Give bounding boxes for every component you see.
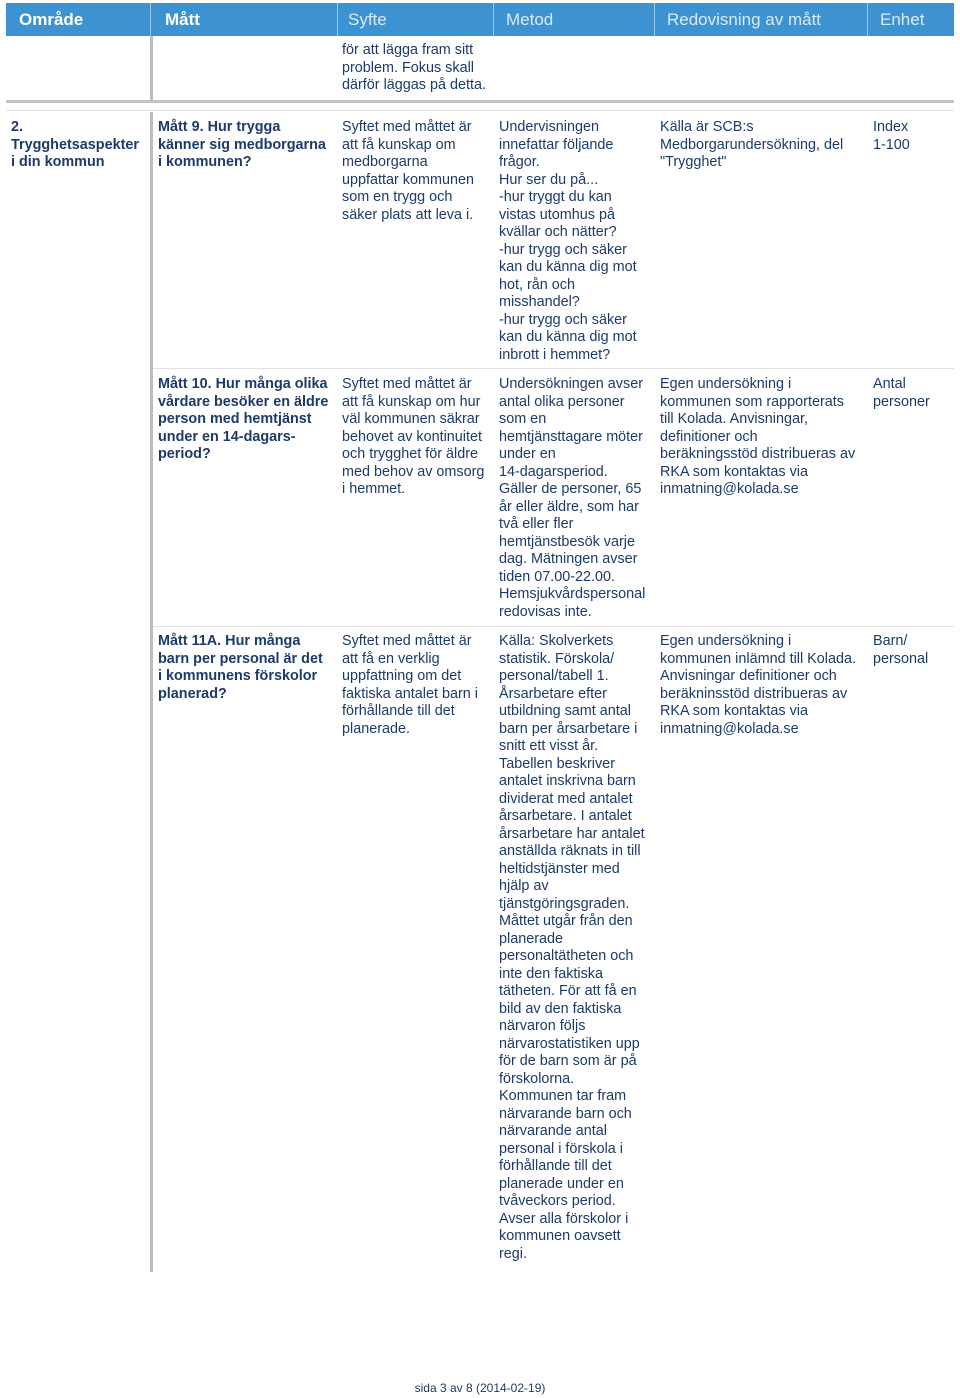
header-syfte: Syfte: [338, 3, 494, 36]
column-divider-top: [150, 36, 153, 101]
row-3-enhet: Barn/ personal: [873, 633, 929, 667]
header-enhet: Enhet: [880, 10, 925, 29]
page-footer: sida 3 av 8 (2014-02-19): [414, 1381, 546, 1395]
row-1-metod: Undervisningen innefattar följande frågor. Hur ser du på... -hur tryggt du kan vistas utomhus på kvällar och nätter? -hur trygg och säker kan du känna dig mot hot, rån och misshandel? -hur trygg och säker kan du känna dig mot inbrott i hemmet?: [499, 119, 637, 363]
header-redovisning: Redovisning av mått: [655, 3, 868, 36]
row-2-metod: Undersökningen avser antal olika personer som en hemtjänsttagare möter under en 14-dagarsperiod. Gäller de personer, 65 år eller äldre, som har två eller fler hemtjänstbesök varje dag. Mätningen avser tiden 07.00-22.00. Hemsjukvårdspersonal redovisas inte.: [499, 376, 646, 620]
header-metod: Metod: [494, 3, 655, 36]
row-1-redovisning: Källa är SCB:s Medborgarundersökning, del "Trygghet": [660, 119, 844, 170]
header-matt: Mått: [151, 3, 338, 36]
row-2-redovisning: Egen undersökning i kommunen som rapporterats till Kolada. Anvisningar, definitioner och beräkningsstöd distribueras av RKA som kontaktas via inmatning@kolada.se: [660, 376, 856, 497]
row-divider: [153, 368, 954, 369]
row-2-matt: Mått 10. Hur många olika vårdare besöker en äldre person med hemtjänst under en 14-dagars- period?: [158, 376, 329, 462]
row-3-redovisning: Egen undersökning i kommunen inlämnd till Kolada. Anvisningar definitioner och beräkninsstöd distribueras av RKA som kontaktas via inmatning@kolada.se: [660, 633, 856, 737]
row-1-enhet: Index 1-100: [873, 119, 910, 153]
row-2-enhet: Antal personer: [873, 376, 930, 410]
column-divider-main: [150, 112, 153, 1272]
row-divider: [153, 626, 954, 627]
row-divider: [6, 110, 954, 111]
table-header: [6, 3, 954, 36]
header-omrade: Område: [6, 3, 151, 36]
area-label: 2. Trygghetsaspekter i din kommun: [11, 119, 139, 170]
row-1-syfte: Syftet med måttet är att få kunskap om medborgarna uppfattar kommunen som en trygg och säker plats att leva i.: [342, 119, 474, 223]
row-1-matt: Mått 9. Hur trygga känner sig medborgarna i kommunen?: [158, 119, 326, 170]
row-3-metod: Källa: Skolverkets statistik. Förskola/ personal/tabell 1. Årsarbetare efter utbildning samt antal barn per årsarbetare i snitt ett visst år. Tabellen beskriver antalet inskrivna barn dividerat med antalet årsarbetare. I antalet årsarbetare har antalet anställda räknats in till heltidstjänster med hjälp av tjänstgöringsgraden. Måttet utgår från den planerade personaltätheten och inte den faktiska tätheten. För att få en bild av den faktiska närvaron följs närvarostatistiken upp för de barn som är på förskolorna. Kommunen tar fram närvarande barn och närvarande antal personal i förskola i förhållande till det planerade under en tvåveckors period. Avser alla förskolor i kommunen oavsett regi.: [499, 633, 645, 1262]
row-3-syfte: Syftet med måttet är att få en verklig uppfattning om det faktiska antalet barn i förhållande till det planerade.: [342, 633, 478, 737]
row-3-matt: Mått 11A. Hur många barn per personal är det i kommunens förskolor planerad?: [158, 633, 323, 702]
carryover-syfte: för att lägga fram sitt problem. Fokus skall därför läggas på detta.: [342, 42, 487, 93]
row-2-syfte: Syftet med måttet är att få kunskap om hur väl kommunen säkrar behovet av kontinuitet och trygghet för äldre med behov av omsorg i hemmet.: [342, 376, 485, 497]
section-divider: [6, 100, 954, 103]
